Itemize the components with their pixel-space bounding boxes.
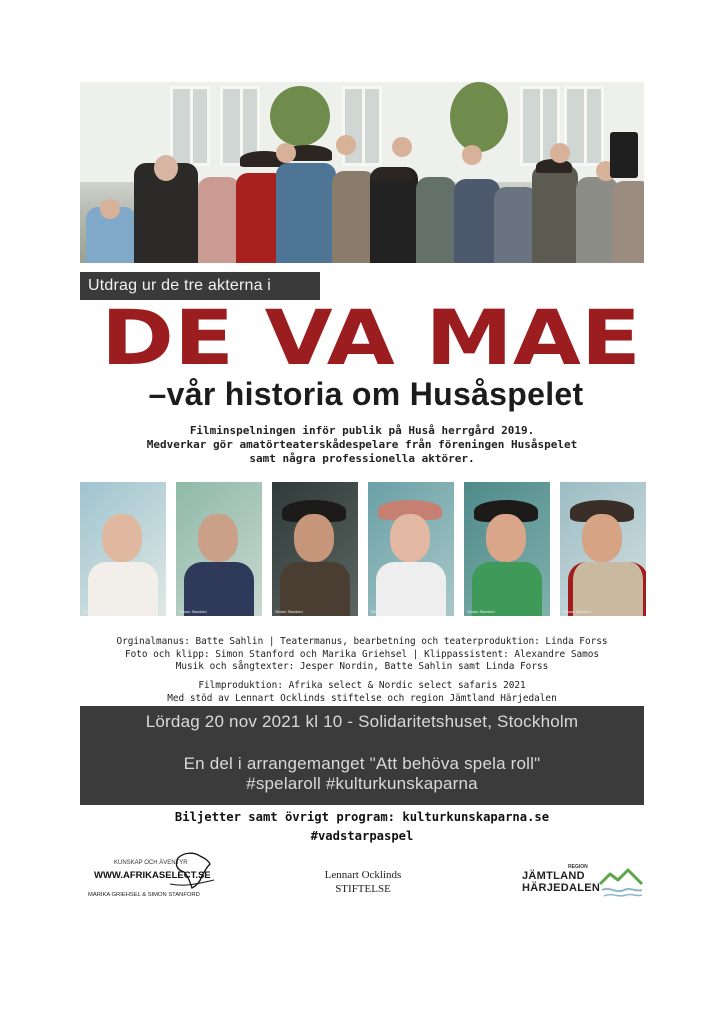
afrika-tagline: KUNSKAP OCH ÄVENTYR (114, 860, 188, 866)
region-line1: JÄMTLAND (522, 870, 585, 882)
portrait-photo (560, 482, 646, 616)
speaker (610, 132, 638, 178)
portrait-strip (80, 482, 644, 616)
credit-line: Orginalmanus: Batte Sahlin | Teatermanus, bearbetning och teaterproduktion: Linda Forss (116, 636, 608, 647)
intro-line: samt några professionella aktörer. (249, 452, 475, 465)
event-date-place: Lördag 20 nov 2021 kl 10 - Solidaritetshuset, Stockholm (145, 712, 579, 731)
credits-block (80, 636, 644, 674)
portrait-photo (176, 482, 262, 616)
subtitle: –vår historia om Husåspelet (148, 376, 584, 412)
event-series: En del i arrangemanget "Att behöva spela roll" (183, 754, 541, 773)
production-line: Med stöd av Lennart Ocklinds stiftelse och region Jämtland Härjedalen (167, 692, 557, 704)
photo-credit: Simon Stanford (371, 609, 399, 614)
region-label: REGION (568, 864, 588, 870)
afrikaselect-logo (84, 848, 224, 904)
intro-text (80, 424, 644, 466)
event-box (80, 706, 644, 805)
mountain-icon (598, 866, 644, 898)
tickets-line: Biljetter samt övrigt program: kulturkunskaparna.se (174, 810, 550, 824)
production-block (80, 680, 644, 705)
photo-credit: Simon Stanford (83, 609, 111, 614)
photo-credit: Simon Stanford (563, 609, 591, 614)
portrait-photo (272, 482, 358, 616)
photo-credit: Simon Stanford (179, 609, 207, 614)
intro-line: Medverkar gör amatörteaterskådespelare från föreningen Husåspelet (146, 438, 578, 451)
group-photo (80, 82, 644, 263)
region-line2: HÄRJEDALEN (522, 882, 601, 894)
ocklind-logo (300, 868, 426, 896)
portrait-photo (368, 482, 454, 616)
main-title (96, 296, 646, 378)
ocklind-line2: STIFTELSE (335, 883, 391, 895)
photo-credit: Simon Stanford (275, 609, 303, 614)
portrait-photo (464, 482, 550, 616)
hashtag-line: #vadstarpaspel (310, 829, 414, 843)
africa-outline-icon (170, 850, 214, 890)
region-jamtland-logo (512, 860, 652, 900)
event-hashtags: #spelaroll #kulturkunskaparna (246, 774, 478, 793)
photo-crowd (80, 133, 644, 263)
photo-credit: Simon Stanford (467, 609, 495, 614)
production-line: Filmproduktion: Afrika select & Nordic select safaris 2021 (198, 680, 526, 691)
main-title-text: DE VA MAE (101, 296, 641, 378)
ocklind-line1: Lennart Ocklinds (324, 869, 402, 881)
portrait-photo (80, 482, 166, 616)
credit-line: Foto och klipp: Simon Stanford och Marika Griehsel | Klippassistent: Alexandre Samos (124, 648, 600, 660)
kicker-label: Utdrag ur de tre akterna i (80, 272, 320, 300)
afrika-names: MARIKA GRIEHSEL & SIMON STANFORD (88, 892, 200, 898)
afrika-url: WWW.AFRIKASELECT.SE (94, 870, 211, 881)
credit-line: Musik och sångtexter: Jesper Nordin, Batte Sahlin samt Linda Forss (175, 661, 549, 672)
intro-line: Filminspelningen inför publik på Huså herrgård 2019. (189, 424, 535, 437)
